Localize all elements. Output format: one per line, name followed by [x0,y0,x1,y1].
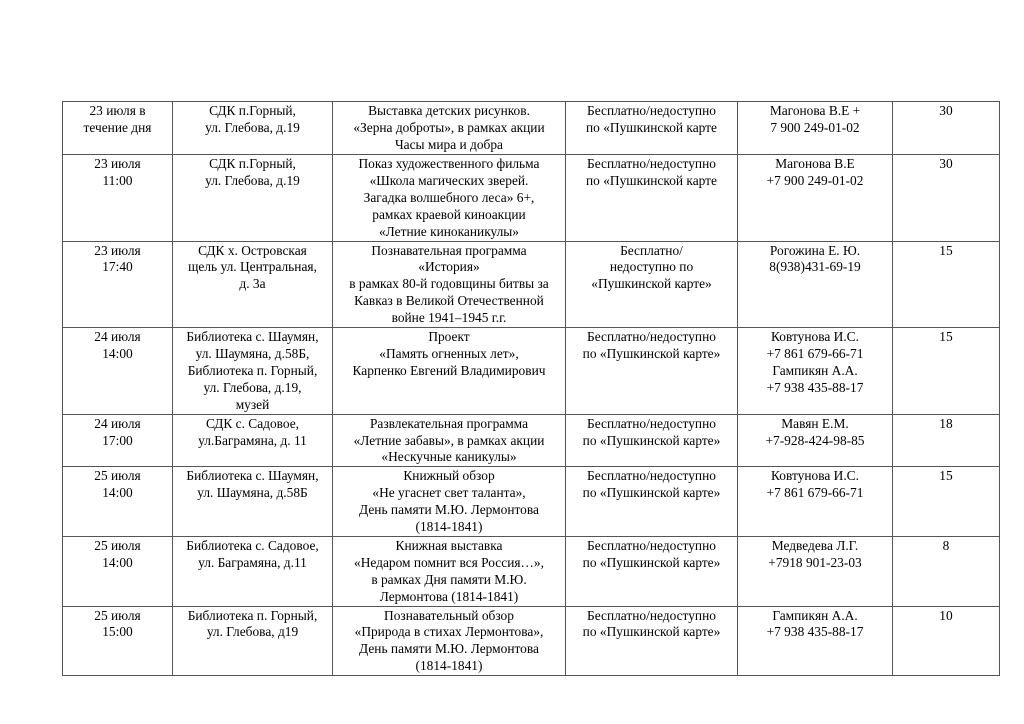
event-cell [333,328,566,415]
participants-cell [893,328,1000,415]
event-cell-line: «Память огненных лет», [379,345,519,361]
date-cell [63,606,173,676]
place-cell-line: СДК с. Садовое, [205,415,300,431]
event-cell-line: «Недаром помнит вся Россия…», [354,554,544,570]
place-cell-line: Библиотека п. Горный, [187,607,318,623]
price-cell-line: «Пушкинской карте» [591,276,712,292]
participants-cell-value: 15 [939,468,953,484]
date-cell-line: 14:00 [102,345,133,361]
contact-cell-line: +7 861 679-66-71 [766,345,864,361]
contact-cell-line: +7918 901-23-03 [768,554,862,570]
event-cell-line: Познавательный обзор [384,607,514,623]
place-cell [173,102,333,155]
place-cell-line: ул. Шаумяна, д.58Б [197,485,308,501]
date-cell-line: 17:40 [102,259,133,275]
contact-cell-line: +7 861 679-66-71 [766,485,864,501]
place-cell-line: ул. Глебова, д.19 [205,172,300,188]
event-cell-line: Развлекательная программа [369,415,529,431]
place-cell [173,414,333,467]
place-cell-line: ул. Глебова, д19 [206,624,299,640]
contact-cell-line: Ковтунова И.С. [771,468,859,484]
date-cell-line: 11:00 [102,172,133,188]
price-cell-line: Бесплатно/недоступно [587,103,716,118]
event-cell-line: Книжный обзор [403,468,495,484]
date-cell [63,102,173,155]
price-cell-line: по «Пушкинской карте» [582,432,721,448]
place-cell [173,467,333,537]
contact-cell-line: Рогожина Е. Ю. [769,242,861,258]
price-cell-line: Бесплатно/недоступно [587,415,716,431]
participants-cell [893,467,1000,537]
date-cell-line: 24 июля [94,329,141,345]
table-row [63,536,1000,606]
contact-cell-line: Медведева Л.Г. [771,537,859,553]
place-cell [173,155,333,242]
price-cell-line: по «Пушкинской карте» [582,554,721,570]
participants-cell [893,102,1000,155]
event-cell-line: войне 1941–1945 г.г. [391,310,507,326]
place-cell-line: Библиотека с. Шаумян, [186,329,319,345]
date-cell-line: 14:00 [102,485,133,501]
place-cell-line: музей [235,396,270,412]
event-cell-line: «Зерна доброты», в рамках акции [353,119,545,135]
event-cell [333,414,566,467]
place-cell-line: ул. Баграмяна, д.11 [198,554,307,570]
price-cell-line: Бесплатно/ [620,242,683,258]
price-cell [566,155,738,242]
contact-cell-line: 7 900 249-01-02 [770,119,860,135]
event-cell-line: Книжная выставка [395,537,503,553]
place-cell-line: д. 3а [239,276,266,292]
event-cell [333,467,566,537]
table-row [63,328,1000,415]
date-cell-line: 23 июля [94,156,141,171]
contact-cell-line: +7 900 249-01-02 [766,172,864,188]
place-cell [173,241,333,328]
events-table-body [63,102,1000,676]
participants-cell-value: 15 [939,242,953,258]
event-cell-line: рамках краевой киноакции [372,206,526,222]
place-cell-line: ул. Глебова, д.19 [205,119,300,135]
event-cell [333,606,566,676]
place-cell-line: ул. Шаумяна, д.58Б, [195,345,310,361]
participants-cell [893,606,1000,676]
event-cell-line: День памяти М.Ю. Лермонтова [359,641,539,657]
event-cell-line: Показ художественного фильма [358,156,540,171]
contact-cell-line: +7 938 435-88-17 [766,624,864,640]
events-table [62,101,1000,676]
place-cell-line: СДК п.Горный, [209,103,296,118]
place-cell-line: ул. Глебова, д.19, [203,379,302,395]
contact-cell-line: Гампикян А.А. [772,362,858,378]
participants-cell-value: 15 [939,329,953,345]
table-row [63,102,1000,155]
participants-cell-value: 18 [939,415,953,431]
price-cell-line: по «Пушкинской карте [586,172,717,188]
price-cell-line: Бесплатно/недоступно [587,607,716,623]
contact-cell-line: Магонова В.Е [775,156,855,171]
date-cell [63,414,173,467]
price-cell [566,102,738,155]
event-cell [333,155,566,242]
contact-cell-line: +7 938 435-88-17 [766,379,864,395]
date-cell-line: 14:00 [102,554,133,570]
date-cell-line: 25 июля [94,537,141,553]
event-cell [333,536,566,606]
price-cell-line: по «Пушкинской карте» [582,485,721,501]
table-row [63,155,1000,242]
contact-cell [738,606,893,676]
event-cell-line: в рамках Дня памяти М.Ю. [371,571,527,587]
date-cell [63,155,173,242]
event-cell-line: «Летние киноканикулы» [378,223,519,239]
date-cell [63,536,173,606]
date-cell-line: 23 июля в [89,103,146,118]
price-cell [566,241,738,328]
price-cell [566,467,738,537]
contact-cell [738,536,893,606]
event-cell [333,102,566,155]
place-cell-line: Библиотека с. Садовое, [186,537,319,553]
place-cell-line: щель ул. Центральная, [188,259,317,275]
date-cell-line: 17:00 [102,432,133,448]
place-cell [173,536,333,606]
event-cell-line: в рамках 80-й годовщины битвы за [349,276,549,292]
event-cell-line: «Школа магических зверей. [369,172,529,188]
contact-cell-line: Мавян Е.М. [781,415,849,431]
contact-cell-line: +7-928-424-98-85 [765,432,865,448]
place-cell-line: ул.Баграмяна, д. 11 [198,432,307,448]
date-cell-line: 15:00 [102,624,133,640]
contact-cell-line: Гампикян А.А. [772,607,858,623]
date-cell-line: 23 июля [94,242,141,258]
price-cell-line: по «Пушкинской карте» [582,624,721,640]
participants-cell [893,241,1000,328]
table-row [63,606,1000,676]
place-cell-line: Библиотека с. Шаумян, [186,468,319,484]
price-cell-line: Бесплатно/недоступно [587,156,716,171]
contact-cell [738,328,893,415]
price-cell [566,606,738,676]
place-cell-line: Библиотека п. Горный, [187,362,318,378]
price-cell [566,414,738,467]
date-cell-line: 24 июля [94,415,141,431]
date-cell [63,328,173,415]
event-cell-line: Лермонтова (1814-1841) [379,588,519,604]
event-cell-line: Часы мира и добра [394,136,504,152]
price-cell [566,536,738,606]
table-row [63,414,1000,467]
event-cell-line: (1814-1841) [415,519,483,535]
date-cell-line: 25 июля [94,607,141,623]
participants-cell-value: 10 [939,607,953,623]
date-cell-line: течение дня [83,119,152,135]
event-cell-line: Карпенко Евгений Владимирович [352,362,546,378]
price-cell [566,328,738,415]
event-cell-line: Выставка детских рисунков. [368,103,530,118]
contact-cell [738,467,893,537]
contact-cell-line: Магонова В.Е + [769,103,861,118]
date-cell [63,241,173,328]
price-cell-line: Бесплатно/недоступно [587,468,716,484]
price-cell-line: по «Пушкинской карте» [582,345,721,361]
event-cell-line: Загадка волшебного леса» 6+, [363,189,535,205]
place-cell-line: СДК п.Горный, [209,156,296,171]
table-row [63,467,1000,537]
price-cell-line: недоступно по [609,259,694,275]
event-cell-line: Познавательная программа [371,242,527,258]
event-cell-line: «Летние забавы», в рамках акции [353,432,545,448]
date-cell-line: 25 июля [94,468,141,484]
participants-cell-value: 30 [939,156,953,171]
event-cell [333,241,566,328]
event-cell-line: «Не угаснет свет таланта», [372,485,526,501]
event-cell-line: День памяти М.Ю. Лермонтова [359,502,539,518]
price-cell-line: по «Пушкинской карте [586,119,717,135]
event-cell-line: Проект [428,329,470,345]
price-cell-line: Бесплатно/недоступно [587,537,716,553]
contact-cell [738,241,893,328]
contact-cell-line: 8(938)431-69-19 [769,259,861,275]
event-cell-line: «Нескучные каникулы» [381,449,517,465]
place-cell [173,328,333,415]
place-cell-line: СДК х. Островская [198,242,307,258]
participants-cell-value: 30 [939,103,953,118]
event-cell-line: «Природа в стихах Лермонтова», [354,624,544,640]
place-cell [173,606,333,676]
table-row [63,241,1000,328]
event-cell-line: Кавказ в Великой Отечественной [354,293,544,309]
contact-cell [738,102,893,155]
price-cell-line: Бесплатно/недоступно [587,329,716,345]
participants-cell-value: 8 [942,537,950,553]
participants-cell [893,536,1000,606]
event-cell-line: (1814-1841) [415,658,483,674]
participants-cell [893,414,1000,467]
event-cell-line: «История» [418,259,480,275]
contact-cell [738,414,893,467]
date-cell [63,467,173,537]
contact-cell [738,155,893,242]
contact-cell-line: Ковтунова И.С. [771,329,859,345]
participants-cell [893,155,1000,242]
